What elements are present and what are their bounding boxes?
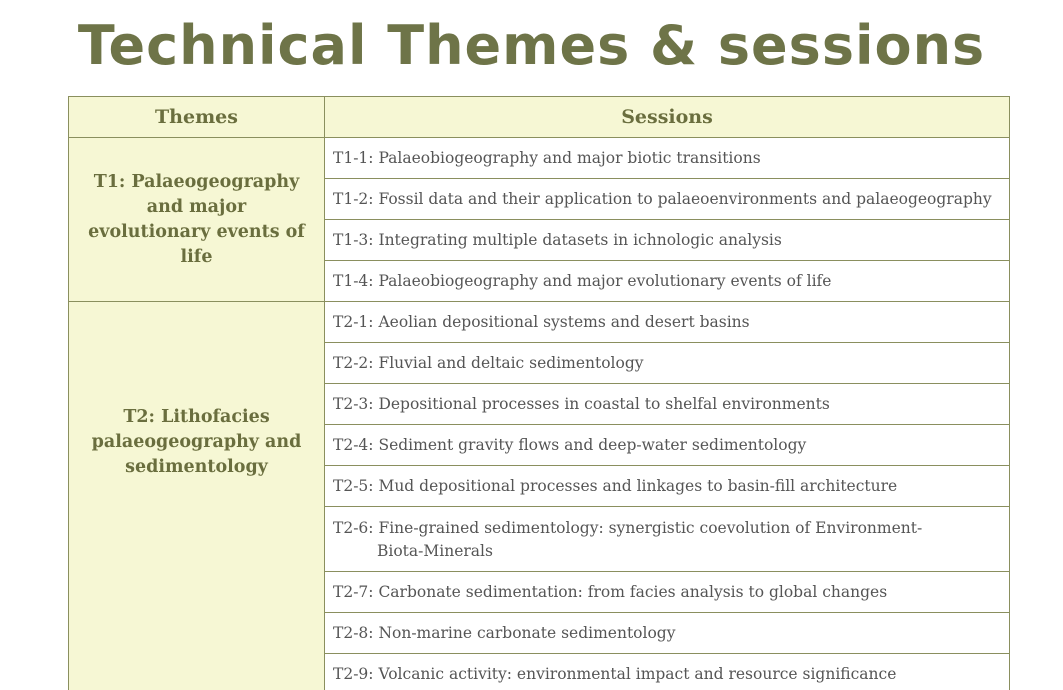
themes-sessions-table <box>68 96 1010 690</box>
session-t2-5: T2-5: Mud depositional processes and linkages to basin-fill architecture <box>325 466 1010 507</box>
session-t2-7: T2-7: Carbonate sedimentation: from facies analysis to global changes <box>325 572 1010 613</box>
sessions-column-header: Sessions <box>325 97 1010 138</box>
table-row <box>69 302 1010 343</box>
session-t1-2: T1-2: Fossil data and their application to palaeoenvironments and palaeogeography <box>325 179 1010 220</box>
session-t2-6-line1: T2-6: Fine-grained sedimentology: synergistic coevolution of Environment- <box>333 519 923 537</box>
page-title: Technical Themes & sessions <box>77 14 986 77</box>
session-t1-1: T1-1: Palaeobiogeography and major biotic transitions <box>325 138 1010 179</box>
session-t2-6-line2: Biota-Minerals <box>377 542 493 560</box>
session-t1-3: T1-3: Integrating multiple datasets in ichnologic analysis <box>325 220 1010 261</box>
session-t2-9: T2-9: Volcanic activity: environmental impact and resource significance <box>325 654 1010 690</box>
session-t2-8: T2-8: Non-marine carbonate sedimentology <box>325 613 1010 654</box>
session-t1-4: T1-4: Palaeobiogeography and major evolutionary events of life <box>325 261 1010 302</box>
table-header-row <box>69 97 1010 138</box>
session-t2-4: T2-4: Sediment gravity flows and deep-water sedimentology <box>325 425 1010 466</box>
session-t2-3: T2-3: Depositional processes in coastal to shelfal environments <box>325 384 1010 425</box>
session-t2-1: T2-1: Aeolian depositional systems and desert basins <box>325 302 1010 343</box>
theme-t2-cell: T2: Lithofacies palaeogeography and sedimentology <box>69 302 325 690</box>
themes-column-header: Themes <box>69 97 325 138</box>
session-t2-2: T2-2: Fluvial and deltaic sedimentology <box>325 343 1010 384</box>
table-row <box>69 138 1010 179</box>
theme-t1-cell: T1: Palaeogeography and major evolutionary events of life <box>69 138 325 302</box>
session-t2-6 <box>325 507 1010 572</box>
